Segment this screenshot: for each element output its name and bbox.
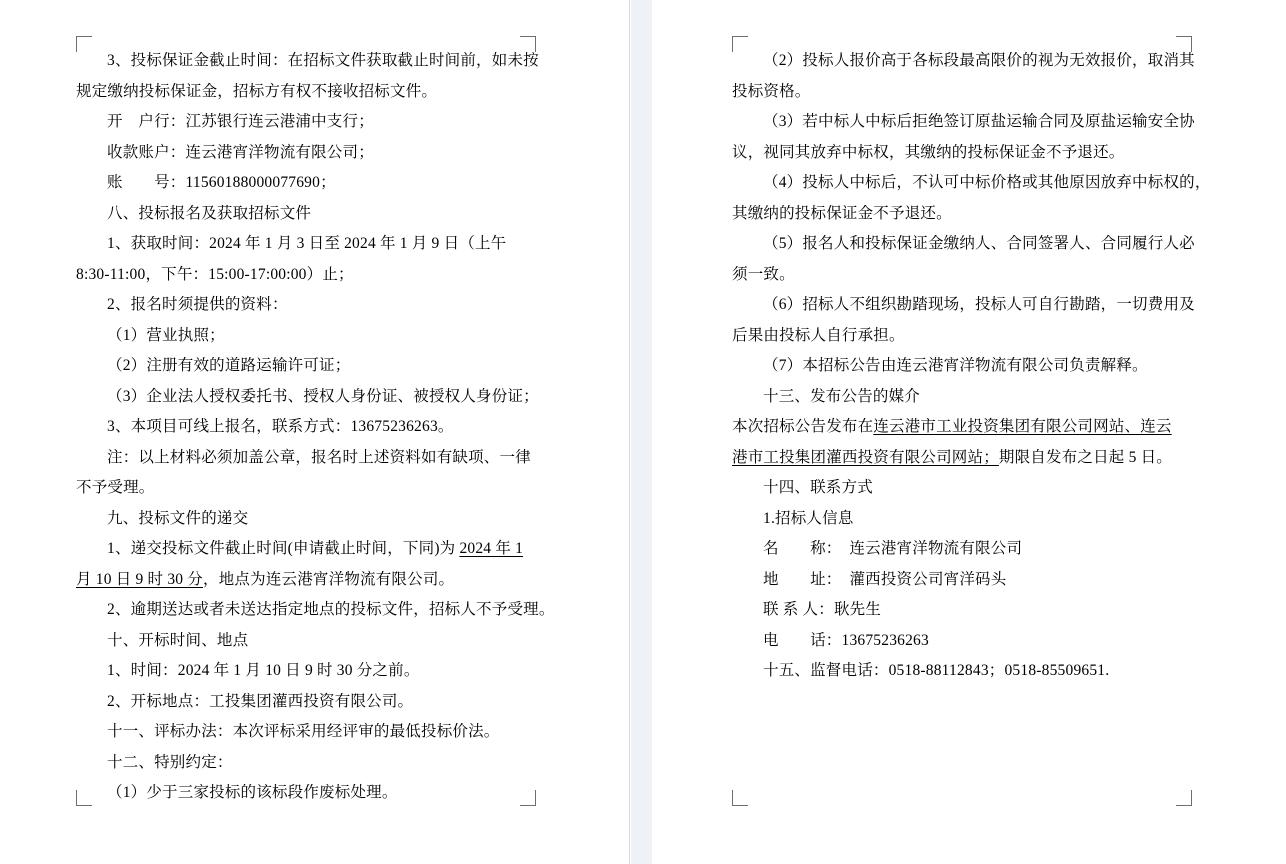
doc-line: 电 话：13675236263 — [763, 631, 929, 649]
doc-line: （4）投标人中标后，不认可中标价格或其他原因放弃中标权的， — [763, 174, 1211, 191]
doc-line: 账 号：11560188000077690； — [107, 174, 336, 191]
doc-line: 八、投标报名及获取招标文件 — [107, 204, 312, 222]
doc-line: 名 称： 连云港宵洋物流有限公司 — [763, 540, 1023, 557]
doc-line: （7）本招标公告由连云港宵洋物流有限公司负责解释。 — [763, 357, 1148, 374]
doc-line: （2）注册有效的道路运输许可证； — [107, 357, 351, 374]
doc-line-text: 1、递交投标文件截止时间(申请截止时间，下同)为 2024 年 1 — [107, 540, 524, 557]
doc-line: 3、投标保证金截止时间：在招标文件获取截止时间前，如未按 — [107, 52, 539, 69]
doc-line: 十三、发布公告的媒介 — [763, 387, 921, 405]
doc-line: 注：以上材料必须加盖公章，报名时上述资料如有缺项、一律 — [107, 448, 531, 466]
doc-line: （3）企业法人授权委托书、授权人身份证、被授权人身份证； — [107, 387, 539, 405]
doc-line: 九、投标文件的递交 — [107, 509, 249, 527]
doc-line: 2、报名时须提供的资料： — [107, 296, 288, 313]
doc-line: （1）营业执照； — [107, 326, 225, 344]
doc-line-text: 月 10 日 9 时 30 分，地点为连云港宵洋物流有限公司。 — [76, 570, 455, 588]
doc-line: 联 系 人：耿先生 — [763, 601, 882, 618]
doc-line: 投标资格。 — [732, 82, 811, 100]
doc-line: 后果由投标人自行承担。 — [732, 326, 905, 344]
doc-line: （3）若中标人中标后拒绝签订原盐运输合同及原盐运输安全协 — [763, 113, 1195, 130]
page-gutter — [631, 0, 652, 864]
doc-line: 规定缴纳投标保证金，招标方有权不接收招标文件。 — [76, 82, 438, 100]
doc-line: 其缴纳的投标保证金不予退还。 — [732, 204, 952, 222]
doc-line: 2、逾期送达或者未送达指定地点的投标文件，招标人不予受理。 — [107, 601, 555, 618]
doc-line: （1）少于三家投标的该标段作废标处理。 — [107, 784, 398, 801]
document-page-left — [0, 0, 630, 864]
doc-line: 十五、监督电话：0518-88112843；0518-85509651. — [763, 662, 1110, 679]
doc-line-underlined — [732, 412, 1226, 443]
doc-line: 十四、联系方式 — [763, 479, 873, 496]
doc-line-underlined — [76, 534, 569, 565]
document-page-right — [652, 0, 1282, 864]
doc-line: 地 址： 灌西投资公司宵洋码头 — [763, 570, 1007, 588]
doc-line: 十一、评标办法：本次评标采用经评审的最低投标价法。 — [107, 723, 500, 740]
page-left-content — [76, 46, 569, 809]
doc-line: 收款账户：连云港宵洋物流有限公司； — [107, 143, 374, 161]
doc-line: 十二、特别约定： — [107, 753, 233, 771]
doc-line: 1、时间：2024 年 1 月 10 日 9 时 30 分之前。 — [107, 662, 420, 679]
doc-line: 议，视同其放弃中标权，其缴纳的投标保证金不予退还。 — [732, 143, 1125, 161]
doc-line: （6）招标人不组织勘踏现场，投标人可自行勘踏，一切费用及 — [763, 296, 1195, 313]
doc-line: 3、本项目可线上报名，联系方式：13675236263。 — [107, 418, 454, 435]
doc-line: 1.招标人信息 — [763, 509, 854, 527]
doc-line: （5）报名人和投标保证金缴纳人、合同签署人、合同履行人必 — [763, 235, 1195, 252]
doc-line: 不予受理。 — [76, 479, 155, 496]
doc-line-text: 本次招标公告发布在连云港市工业投资集团有限公司网站、连云 — [732, 418, 1172, 435]
doc-line-text: 港市工投集团灌西投资有限公司网站；期限自发布之日起 5 日。 — [732, 448, 1173, 466]
doc-line: 1、获取时间：2024 年 1 月 3 日至 2024 年 1 月 9 日（上午 — [107, 235, 507, 252]
doc-line: 8:30-11:00，下午：15:00-17:00:00）止； — [76, 265, 354, 283]
doc-line: （2）投标人报价高于各标段最高限价的视为无效报价，取消其 — [763, 52, 1195, 69]
doc-line: 2、开标地点：工投集团灌西投资有限公司。 — [107, 692, 414, 710]
doc-line-underlined — [76, 565, 569, 596]
crop-mark-bottom-left — [732, 790, 748, 806]
doc-line: 十、开标时间、地点 — [107, 631, 249, 649]
doc-line: 开 户行：江苏银行连云港浦中支行； — [107, 113, 374, 130]
crop-mark-bottom-right — [1176, 790, 1192, 806]
page-right-content — [732, 46, 1226, 687]
doc-line-underlined — [732, 443, 1226, 474]
doc-line: 须一致。 — [732, 265, 795, 283]
